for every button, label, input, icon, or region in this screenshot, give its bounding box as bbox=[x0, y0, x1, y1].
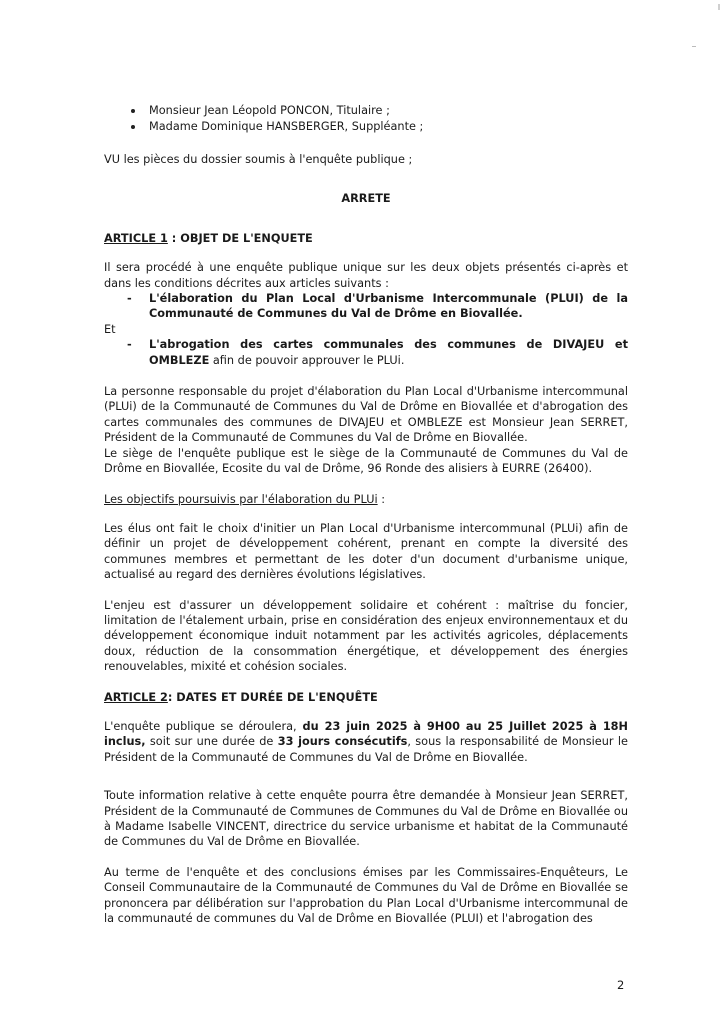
list-item bbox=[104, 103, 628, 119]
objectifs-heading-text: Les objectifs poursuivis par l'élaboration du PLUi bbox=[104, 492, 378, 506]
scan-mark bbox=[692, 46, 696, 47]
article2-title: : DATES ET DURÉE DE L'ENQUÊTE bbox=[167, 690, 378, 704]
list-item-text: Monsieur Jean Léopold PONCON, Titulaire ; bbox=[149, 104, 390, 117]
objectifs-heading bbox=[104, 492, 628, 507]
article2-label: ARTICLE 2 bbox=[104, 690, 168, 704]
bullet-icon bbox=[131, 109, 135, 113]
article1-item1 bbox=[104, 291, 628, 322]
scan-mark bbox=[718, 4, 720, 10]
item1-text: L'élaboration du Plan Local d'Urbanisme Intercommunale (PLUI) de la Communauté de Communes du Val de Drôme en Biovallée. bbox=[149, 292, 628, 321]
article1-heading bbox=[104, 231, 628, 246]
arrete-title: ARRETE bbox=[341, 192, 391, 206]
responsable-paragraph: La personne responsable du projet d'élaboration du Plan Local d'Urbanisme intercommunal (PLUi) de la Communauté de Communes du Val de Drôme en Biovallée et d'abrogation des cartes communales des communes de DIVAJEU et OMBLEZE est Monsieur Jean SERRET, Président de la Communauté de Communes du Val de Drôme en Biovallée. bbox=[104, 385, 628, 445]
objectifs-paragraph-2: L'enjeu est d'assurer un développement solidaire et cohérent : maîtrise du foncier, limitation de l'étalement urbain, prise en considération des enjeux environnementaux et du développement économique induit notamment par les activités agricoles, déplacements doux, réduction de la consommation énergétique, et développement des énergies renouvelables, mixité et cohésion sociales. bbox=[104, 598, 628, 674]
siege-paragraph: Le siège de l'enquête publique est le siège de la Communauté de Communes du Val de Drôme en Biovallée, Ecosite du val de Drôme, 96 Ronde des alisiers à EURRE (26400). bbox=[104, 446, 628, 476]
item2-text-bold: L'abrogation des cartes communales des communes de DIVAJEU et OMBLEZE bbox=[149, 338, 628, 367]
objectifs-paragraph-1: Les élus ont fait le choix d'initier un Plan Local d'Urbanisme intercommunal (PLUi) afin de définir un projet de développement cohérent, prenant en compte la diversité des communes membres et permettant de les doter d'un document d'urbanisme unique, actualisé au regard des dernières évolutions législatives. bbox=[104, 521, 628, 582]
duration-bold: 33 jours consécutifs bbox=[277, 735, 408, 749]
article1-item2 bbox=[104, 337, 628, 368]
text-span: , sous la responsabilité de Monsieur le Président de la Communauté de Communes du Val de Drôme en Biovallée. bbox=[104, 735, 628, 764]
item2-text: afin de pouvoir approuver le PLUi. bbox=[209, 353, 405, 367]
text-span: soit sur une durée de bbox=[145, 735, 278, 749]
article2-paragraph-1 bbox=[104, 719, 628, 765]
bullet-icon bbox=[131, 125, 135, 129]
article2-paragraph-2: Toute information relative à cette enquête pourra être demandée à Monsieur Jean SERRET, Président de la Communauté de Communes de Communes du Val de Drôme en Biovallée ou à Madame Isabelle VINCENT, directrice du service urbanisme et habitat de la Communauté de Communes du Val de Drôme en Biovallée. bbox=[104, 789, 628, 849]
article1-et: Et bbox=[104, 322, 116, 336]
list-item bbox=[104, 119, 628, 135]
text-span: L'enquête publique se déroulera, bbox=[104, 719, 297, 733]
list-item-text: Madame Dominique HANSBERGER, Suppléante ; bbox=[149, 120, 424, 133]
dash-icon: - bbox=[127, 292, 132, 306]
article2-heading bbox=[104, 690, 628, 705]
page-content bbox=[104, 103, 628, 926]
article1-label: ARTICLE 1 bbox=[104, 231, 168, 245]
commissioner-list bbox=[104, 103, 628, 135]
page-number: 2 bbox=[617, 978, 625, 992]
dates-bold: du 23 juin 2025 à 9H00 au 25 Juillet 2025 à 18H inclus, bbox=[104, 719, 628, 749]
article2-paragraph-3: Au terme de l'enquête et des conclusions émises par les Commissaires-Enquêteurs, Le Conseil Communautaire de la Communauté de Communes du Val de Drôme en Biovallée se prononcera par délibération sur l'approbation du Plan Local d'Urbanisme intercommunal de la communauté de communes du Val de Drôme en Biovallée (PLUI) et l'abrogation des bbox=[104, 865, 628, 926]
dash-icon: - bbox=[127, 338, 132, 352]
vu-statement: VU les pièces du dossier soumis à l'enquête publique ; bbox=[104, 153, 413, 166]
article1-intro: Il sera procédé à une enquête publique unique sur les deux objets présentés ci-après et dans les conditions décrites aux articles suivants : bbox=[104, 261, 628, 290]
article1-title: : OBJET DE L'ENQUETE bbox=[167, 231, 313, 245]
objectifs-colon: : bbox=[377, 492, 386, 506]
